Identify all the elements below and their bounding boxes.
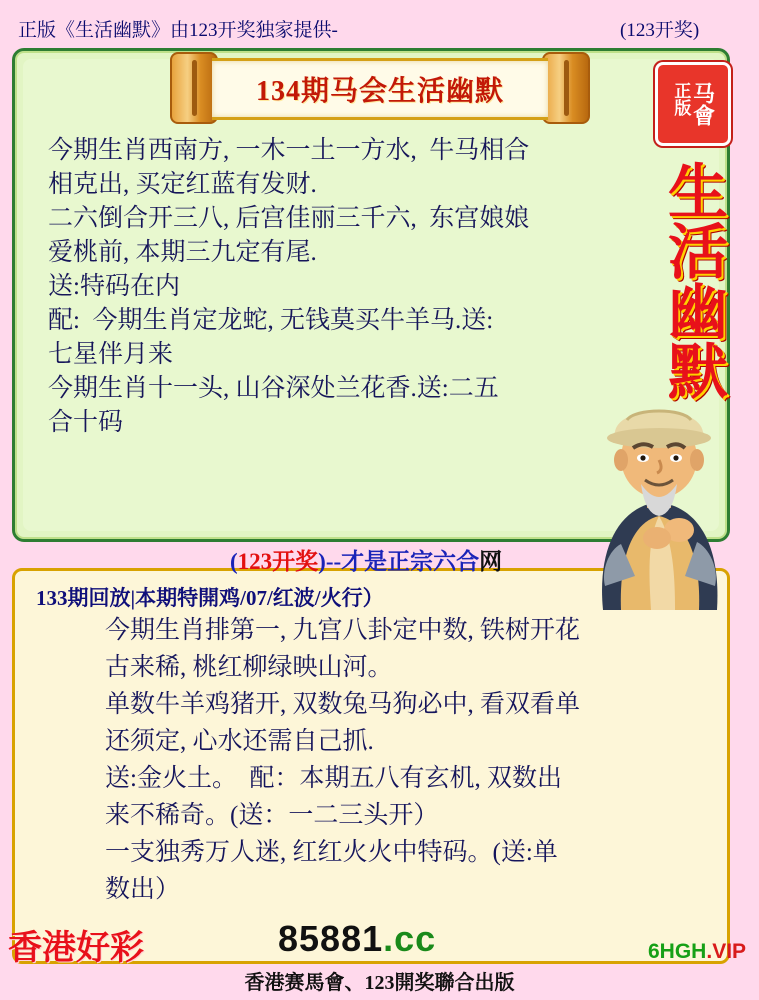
caption-brand: 123开奖 xyxy=(237,549,319,574)
replay-poem-line: 来不稀奇。(送：一二三头开） xyxy=(105,802,439,829)
site-caption xyxy=(230,543,502,576)
caption-suffix: 网 xyxy=(479,549,503,574)
watermark-right-tld: .VIP xyxy=(706,940,747,963)
main-poem-line: 七星伴月来 xyxy=(48,341,174,368)
main-poem-line: 爱桃前, 本期三九定有尾. xyxy=(48,239,317,266)
replay-result-line: 133期回放|本期特開鸡/07/红波/火行） xyxy=(36,586,384,610)
official-seal-stamp xyxy=(655,62,731,146)
scroll-banner xyxy=(170,52,590,122)
main-poem-line: 送:特码在内 xyxy=(48,273,180,300)
main-poem-line: 合十码 xyxy=(48,409,124,436)
main-poem-line: 相克出, 买定红蓝有发财. xyxy=(48,171,317,198)
scroll-right-roller-icon xyxy=(542,52,590,124)
replay-poem-line: 单数牛羊鸡猪开, 双数兔马狗必中, 看双看单 xyxy=(105,691,581,718)
top-header-bar xyxy=(0,14,759,42)
vertical-series-title: 生活幽默 xyxy=(660,160,726,400)
replay-poem-line: 还须定, 心水还需自己抓. xyxy=(105,728,374,755)
main-poem-line: 配: 今期生肖定龙蛇, 无钱莫买牛羊马.送: xyxy=(48,307,494,334)
caption-prefix: ( xyxy=(230,549,238,574)
header-source-text: 正版《生活幽默》由123开奖独家提供- xyxy=(18,19,338,41)
replay-poem-text xyxy=(105,612,665,908)
caption-middle: )--才是正宗六合 xyxy=(318,549,480,574)
watermark-middle-tld: .cc xyxy=(383,918,437,959)
main-poem-line: 今期生肖十一头, 山谷深处兰花香.送:二五 xyxy=(48,375,499,402)
watermark-middle xyxy=(278,918,436,960)
replay-poem-line: 古来稀, 桃红柳绿映山河。 xyxy=(105,654,393,681)
main-poem-line: 二六倒合开三八, 后宫佳丽三千六, 东宫娘娘 xyxy=(48,205,530,232)
scroll-left-roller-icon xyxy=(170,52,218,124)
stamp-text-left: 正版 xyxy=(671,82,691,116)
main-poem-text xyxy=(48,134,638,440)
watermark-right-name: 6HGH xyxy=(648,940,707,963)
watermark-left: 香港好彩 xyxy=(8,930,144,967)
replay-poem-line: 数出） xyxy=(105,876,181,903)
banner-title: 134期马会生活幽默 xyxy=(255,76,504,107)
replay-poem-line: 一支独秀万人迷, 红红火火中特码。(送:单 xyxy=(105,839,558,866)
scroll-banner-body xyxy=(212,58,548,120)
watermark-middle-number: 85881 xyxy=(278,918,384,959)
watermark-right xyxy=(648,940,746,964)
header-brand-text: (123开奖) xyxy=(620,19,700,41)
replay-poem-line: 今期生肖排第一, 九宫八卦定中数, 铁树开花 xyxy=(105,617,581,644)
footer-text: 香港赛馬會、123開奖聯合出版 xyxy=(244,972,515,994)
main-poem-line: 今期生肖西南方, 一木一土一方水, 牛马相合 xyxy=(48,137,530,164)
replay-poem-line: 送:金火土。 配：本期五八有玄机, 双数出 xyxy=(105,765,562,792)
old-man-illustration xyxy=(575,380,740,610)
stamp-text-right: 马會 xyxy=(690,82,716,126)
